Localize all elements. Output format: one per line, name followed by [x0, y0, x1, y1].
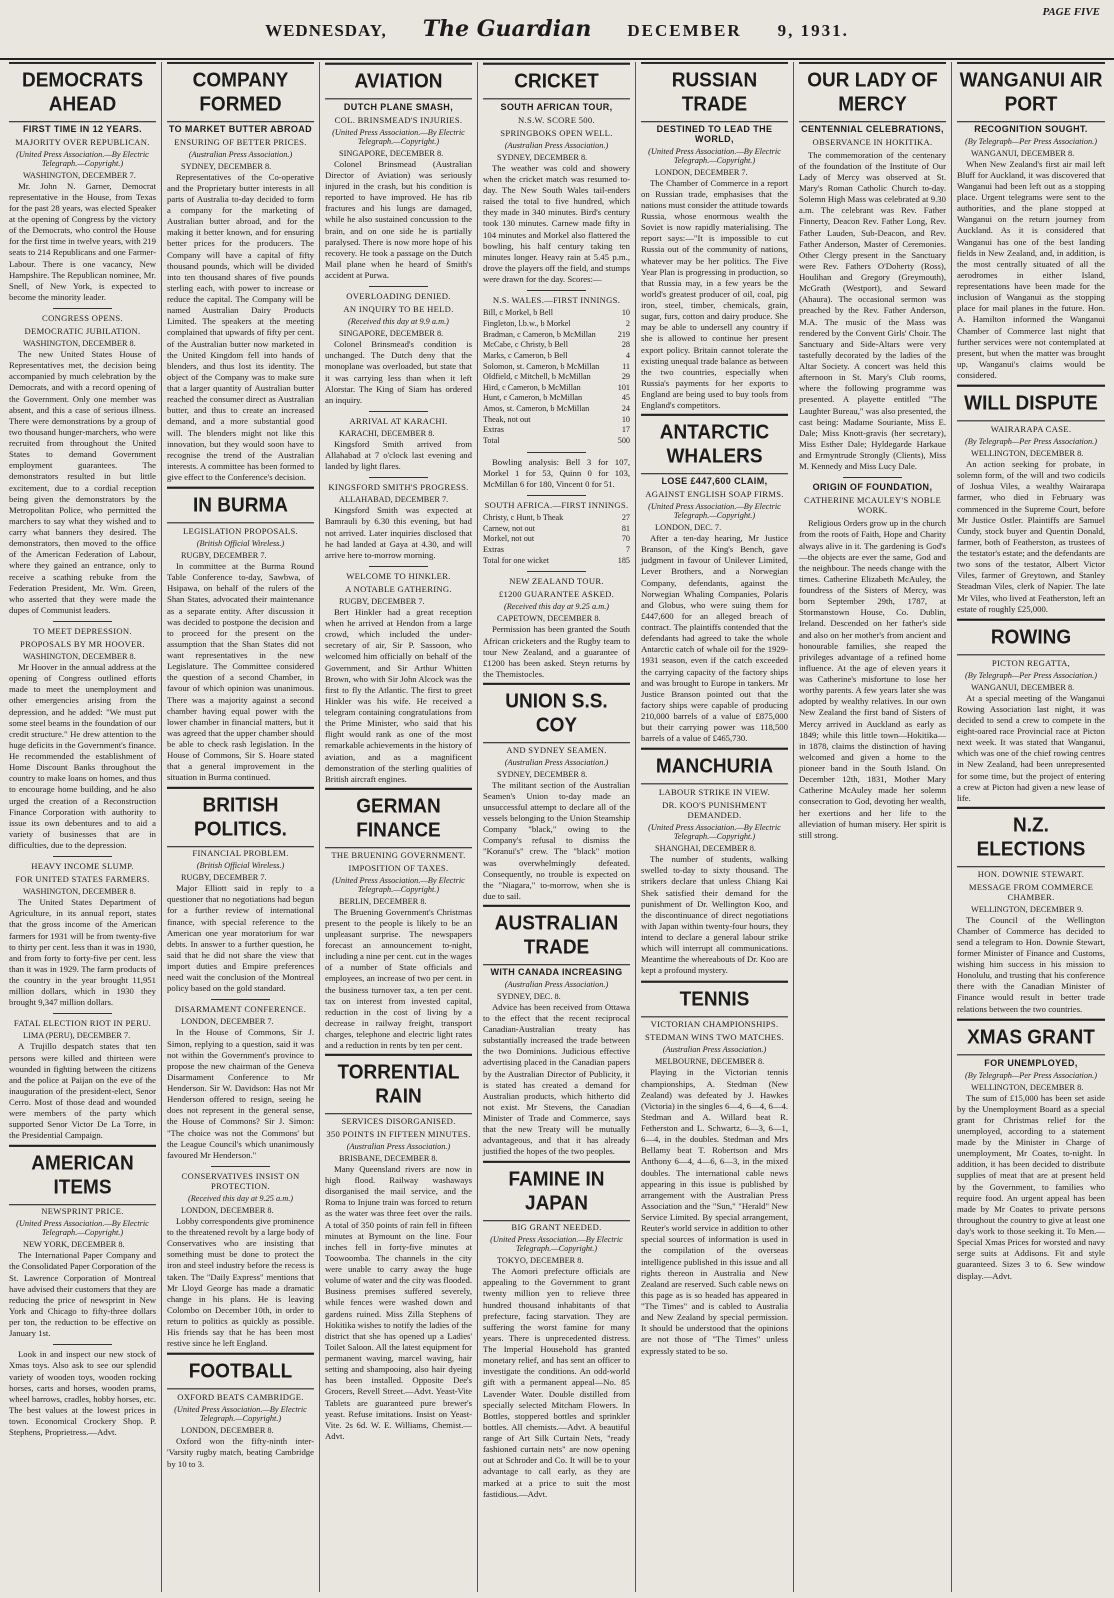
subheading: THE BRUENING GOVERNMENT. [331, 849, 466, 860]
subheading: AN INQUIRY TO BE HELD. [343, 304, 454, 315]
article [641, 416, 788, 744]
dateline: LONDON, DECEMBER 8. [181, 1205, 274, 1215]
dateline: LONDON, DECEMBER 8. [181, 1426, 274, 1436]
subheading: CENTENNIAL CELEBRATIONS, [801, 123, 944, 134]
subheading: CATHERINE MCAULEY'S NOBLE WORK. [804, 495, 941, 516]
article [957, 386, 1105, 615]
press-credit: (Received this day at 9.25 a.m.) [187, 1193, 294, 1203]
article-body: The Chamber of Commerce in a report on Russian trade, emphasises that the nations must consider the attitude towards Russia, whose enormous wealth the Soviet is now rapidly materialising. The report says:—"It is impossible to cut Russia out of the community of nations, whatever may be her politics. The Five Year Plan is progressing in production, so that Russia may, in a few years be the world's greatest producer of oil, coal, pig iron, steel, timber, chemicals, grain, sugar, furs, cotton and dairy produce. She may be able to undersell any country if she is allowed to continue her present export policy. Britain cannot tolerate the existing unequal trade balance as between the two countries, especially when Russia's payments for her exports to England are being used to buy tools from England's competitors. [641, 177, 788, 411]
runs: 2 [625, 318, 630, 328]
dateline: BERLIN, DECEMBER 8. [339, 896, 427, 906]
press-credit: (United Press Association.—By Electric Telegraph.—Copyright.) [332, 875, 465, 894]
batsman: Fingleton, l.b.w., b Morkel [483, 318, 571, 328]
subheading: N.S. WALES.—FIRST INNINGS. [492, 295, 621, 306]
subheading: MAJORITY OVER REPUBLICAN. [15, 136, 150, 147]
column-5 [636, 62, 794, 1592]
divider-rule [53, 856, 112, 857]
score-row [483, 556, 630, 567]
subheading: NEWSPRINT PRICE. [41, 1206, 124, 1217]
subheading: VICTORIAN CHAMPIONSHIPS. [650, 1019, 779, 1030]
article-body: An action seeking for probate, in solemn form, of the will and two codicils of Joshua Viles, a wealthy Wairarapa farmer, who died in February was commenced in the Supreme Court, before Mr Justice Ostler. Plaintiffs are Samuel Cundy, stock buyer and Quentin Donald, farmer, both of Featherston, as trustees of the testator's estate; and the defendants are two sons of the testator, Albert Victor Viles, farmer of Greytown, and Stanley Steadman Viles, clerk of Napier. The late Mr Viles, who lived at Featherston, left an estate of roughly £25,000. [957, 459, 1105, 614]
dateline: RUGBY, DECEMBER 7. [181, 873, 267, 883]
masthead-date: 9, 1931. [777, 21, 849, 40]
subheading: DESTINED TO LEAD THE WORLD, [656, 123, 773, 144]
article-body: After a ten-day hearing, Mr Justice Branson, of the King's Bench, gave judgment in favour of Unilever Limited, Lever Brothers, and a Norwegian Company, defendants, against the Norwegian Whaling Companies, Polaris and Globus, who were suing them for £447,600 for an alleged breach of contract. The plaintiffs contended that the defendants had agreed to take the whole Antarctic catch of whale oil for the 1929-1931 season, even if the catch exceeded the carrying capacity of the factory ships and was brought to Europe in tankers. Mr Justice Branson pointed out that the factory ships were capable of producing 210,000 barrels of a value of £875,000 but their carrying power was 118,500 barrels of a value of £465,730. [641, 533, 788, 744]
subheading: SERVICES DISORGANISED. [341, 1115, 456, 1126]
column-1 [4, 62, 162, 1592]
dateline: BRISBANE, DECEMBER 8. [339, 1153, 438, 1163]
batsman: Hird, c Cameron, b McMillan [483, 382, 581, 392]
subheading: CONGRESS OPENS. [42, 313, 123, 324]
headline: TENNIS [641, 980, 788, 1017]
article-body: Playing in the Victorian tennis championships, A. Stedman (New Zealand) was defeated by J. Hawkes (Victoria) in the singles 6—4, 6—4, 6—4. Stedman and A. Willard beat R. Fetherston and L. Schwartz, 6—3, 6—1, 6—4, in the doubles. Stedman and Mrs Bellamy beat T. Robertson and Mrs Anthony 6—4, 4—6, 6—3, in the mixed doubles. The international cable news appearing in this issue is published by arrangement with the Australian Press Association and the "Sun," "Herald" New Service Limited. By special arrangement, Reuter's world service in addition to other special sources of information is used in the compilation of the overseas intelligence published in this issue and all rights thereon in Australia and New Zealand are reserved. Such cable news on this page as is so headed has appeared in "The Times" and is cabled to Australia and New Zealand by special permission. It should be understood that the opinions are not those of "The Times" unless expressly stated to be so. [641, 1067, 788, 1356]
score-row [483, 513, 630, 524]
headline: IN BURMA [167, 487, 314, 524]
article [9, 64, 156, 303]
batsman: Bradman, c Cameron, b McMillan [483, 329, 596, 339]
press-credit: (Australian Press Association.) [504, 757, 609, 767]
dateline: WELLINGTON, DECEMBER 8. [971, 1082, 1084, 1092]
press-credit: (By Telegraph—Per Press Association.) [965, 437, 1097, 447]
press-credit: (Australian Press Association.) [504, 979, 609, 989]
headline: XMAS GRANT [957, 1018, 1105, 1055]
batsman: Carnew, not out [483, 523, 535, 533]
divider-rule [369, 286, 428, 287]
subheading: AND SYDNEY SEAMEN. [506, 744, 607, 755]
article [641, 749, 788, 976]
subheading: OBSERVANCE IN HOKITIKA. [812, 136, 933, 147]
subheading: SPRINGBOKS OPEN WELL. [500, 127, 613, 138]
subheading: PROPOSALS BY MR HOOVER. [19, 639, 145, 650]
column-3 [320, 62, 478, 1592]
headline: UNION S.S. COY [483, 683, 630, 743]
subheading: WITH CANADA INCREASING [490, 966, 623, 977]
score-row [483, 404, 630, 415]
dateline: NEW YORK, DECEMBER 8. [23, 1240, 125, 1250]
batsman: Hunt, c Cameron, b McMillan [483, 393, 583, 403]
dateline: SYDNEY, DECEMBER 8. [497, 769, 588, 779]
score-row [483, 319, 630, 330]
headline: DEMOCRATS AHEAD [9, 62, 156, 122]
divider-rule [53, 1344, 112, 1345]
dateline: SYDNEY, DEC. 8. [497, 991, 561, 1001]
article-body: The Bruening Government's Christmas present to the people is likely to be an unpleasant surprise. The newspapers forecast an announcement to-night, including a nine per cent. cut in the wages of a number of State officials and employees, an increase of two per cent. in the business turnover tax, a ten per cent. tax on interest from invested capital, reduction in the cost of living by a decrease in railway freight, transport charges, telephone and electric light rates and a reduction in rents by ten per cent. [325, 906, 472, 1051]
column-4 [478, 62, 636, 1592]
article [957, 620, 1105, 804]
article [325, 790, 472, 1051]
article [167, 1166, 314, 1350]
batsman: Total for one wicket [483, 555, 550, 565]
dateline: CAPETOWN, DECEMBER 8. [497, 614, 601, 624]
divider-rule [527, 452, 586, 453]
press-credit: (By Telegraph—Per Press Association.) [965, 136, 1097, 146]
headline: CRICKET [483, 63, 630, 100]
dateline: SYDNEY, DECEMBER 8. [497, 152, 588, 162]
score-row [483, 383, 630, 394]
article-body: The weather was cold and showery when the cricket match was resumed to-day. The New South Wales tail-enders raised the total to five hundred, which they made in 340 minutes. Bird's century took 130 minutes. Carnew made fifty in 104 minutes and Morkel also flattered the bowling, his half century taking ten minutes longer. Heavy rain at 5.45 p.m., drove the players off the field, and stumps were drawn for the day. Scores:— [483, 162, 630, 285]
divider-rule [527, 290, 586, 291]
article-body: Major Elliott said in reply to a questioner that no negotiations had begun for a further review of international finance, with special reference to the American one year moratorium for war debts. In answer to a further question, he said that he did not share the view that import duties and Empire preferences need wait the conclusion of the Montreal policy based on the gold standard. [167, 883, 314, 994]
press-credit: (Received this day at 9.25 a.m.) [503, 602, 610, 612]
dateline: SINGAPORE, DECEMBER 8. [339, 329, 444, 339]
article [325, 286, 472, 406]
dateline: LONDON, DEC. 7. [655, 523, 722, 532]
divider-rule [843, 477, 902, 478]
headline: MANCHURIA [641, 748, 788, 785]
divider-rule [369, 566, 428, 567]
article [483, 290, 630, 447]
subheading: RECOGNITION SOUGHT. [974, 123, 1088, 134]
divider-rule [527, 495, 586, 496]
article [9, 1147, 156, 1340]
runs: 45 [621, 393, 630, 403]
article-body: The militant section of the Australian Seamen's Union to-day made an unsuccessful attempt to declare all of the vessels belonging to the Union Steamship Company "black," owing to the Company's refusal to dismiss the "Koranui's" crew. The "black" motion was overwhelmingly defeated. Consequently, no trouble is expected on the "Niagara," to-morrow, when she is due to sail. [483, 779, 630, 901]
subheading: FOR UNEMPLOYED, [984, 1057, 1078, 1068]
batsman: McCabe, c Christy, b Bell [483, 340, 568, 350]
divider-rule [53, 1013, 112, 1014]
article-body: The commemoration of the centenary of the foundation of the Institute of Our Lady of Mercy was observed at St. Mary's Roman Catholic Church to-day. Solemn High Mass was celebrated at 9.30 a.m. The celebrant was Rev. Father Finnerty, Deacon Rev. Father Long, Rev. Father Lauden, Sub-Deacon, and Rev. Father Anderson, Master of Ceremonies. Other Clergy present in the Sanctuary were Rev. Fathers O'Doherty (Ross), Houlihan and Gregory (Greymouth), McGrath (Westport), and Seward (Ahaura). The occasional sermon was preached by the Rev. Father Anderson, M.A. The music of the Mass was rendered by the Convent Girls' Choir. The Sanctuary and Side-Altars were very tastefully decorated by the ladies of the Altar Society. A concert was held this afternoon in St. Mary's Club rooms, where the following programme was presented. A playette entitled "The Laughter Bureau," was also presented, the cast being: Madame Souriante, Miss E. Dale; Miss Knott-gravis (her secretary), Miss Esther Dale; Hyldegarde Harkaue and Ermyntrude Strongly (Clients), Miss M. Kennedy and Miss Lucy Dale. [799, 149, 946, 472]
press-credit: (Australian Press Association.) [346, 1141, 451, 1151]
article-body: When New Zealand's first air mail left Bluff for Auckland, it was discovered that Wanganui had been left out as a stopping place. Urgent telegrams were sent to the authorities, and the plane stopped at Wanganui on the return journey from Auckland. As it is considered that Wanganui has one of the best landing fields in New Zealand, and, in addition, is the most centrally situated of all the aerodromes in either Island, representations have been made for the inclusion of Wanganui as the stopping place for mail planes in the future. Hon. A. Hamilton informed the Wanganui Chamber of Commerce last night that further services were not contemplated at present, but when the matter was brought up, Wanganui's claims would be considered. [957, 158, 1105, 381]
article [9, 1013, 156, 1141]
scorecard [483, 308, 630, 447]
score-row [483, 524, 630, 535]
article-body: The Council of the Wellington Chamber of Commerce has decided to send a telegram to Hon. Downie Stewart, former Minister of Finance and Customs, wishing him success in his mission to Honolulu, and trusting that his conference there with the Canadian Minister of Finance would result in better trade relations between the two countries. [957, 914, 1105, 1014]
article [483, 495, 630, 566]
dateline: LONDON, DECEMBER 7. [655, 167, 748, 177]
runs: 500 [617, 436, 630, 446]
article [325, 411, 472, 472]
runs: 29 [621, 372, 630, 382]
column-7 [952, 62, 1110, 1592]
article-body: In the House of Commons, Sir J. Simon, replying to a question, said it was not within the Government's province to propose the new chairman of the Geneva Disarmament Conference to Mr Henderson. Sir W. Davidson: Has not Mr Henderson offered to resign, seeing he does not represent in the general sense, the House of Commons? Sir J. Simon: "The choice was not the Commons' but the League Council's which unanimously favoured Mr Henderson." [167, 1027, 314, 1160]
article-body: At a special meeting of the Wanganui Rowing Association last night, it was decided to send a crew to compete in the eight-oared race Provincial race at Picton next week. It was stated that Wanganui, which was one of the chief rowing centres in New Zealand, had been unrepresented for some time, but the project of entering a crew at Picton had given a new lease of life. [957, 692, 1105, 803]
dateline: WELLINGTON, DECEMBER 8. [971, 449, 1084, 459]
article [483, 452, 630, 490]
subheading: TO MARKET BUTTER ABROAD [168, 123, 313, 134]
article-body: Mr Hoover in the annual address at the opening of Congress outlined efforts made to meet the unemployment and other emergencies arising from the depression, and he added: "We must put some steel beams in the foundation of our credit structure." He drew attention to the huge deficits in the Government's finance. He recommended the establishment of Home Discount Banks throughout the country to make loans on homes, and thus to encourage home building, and he also urged the creation of a Reconstruction Finance Corporation with authority to issue its own debentures and to aid a variety of businesses that are in difficulties, due to the depression. [9, 662, 156, 851]
article-body: Many Queensland rivers are now in high flood. Railway washaways disorganised the mail service, and the Roma to Injune train was forced to return as the water was three feet over the rails. A total of 350 points of rain fell in fifteen minutes at Bymount on the line. Four inches fell in forty-five minutes at Toowoomba. The channels in the city were unable to carry away the huge volume of water and the city was flooded. Business premises suffered severely, while fences were washed down and gardens ruined. Miss Zilla Stephens of Hokitika wishes to notify the ladies of the district that she has opened up a Ladies' Toilet Saloon. All the latest equipment for permanent waving, marcel waving, hair setting and shampooing, also hair dyeing has been installed. Opposite Dee's Grocers, Revell Street.—Advt. Yeast-Vite Tablets are guaranteed pure brewer's yeast. Refuse imitations. Insist on Yeast-Vite. 2s 6d. W. E. Williams, Chemist.—Advt. [325, 1163, 472, 1441]
article [957, 809, 1105, 1015]
batsman: Extras [483, 425, 504, 435]
article [325, 64, 472, 281]
subheading: DISARMAMENT CONFERENCE. [174, 1004, 307, 1015]
score-row [483, 330, 630, 341]
headline: WILL DISPUTE [957, 385, 1105, 422]
runs: 4 [625, 350, 630, 360]
page-number: PAGE FIVE [1042, 6, 1100, 18]
article [957, 64, 1105, 381]
runs: 10 [621, 414, 630, 424]
dateline: WASHINGTON, DECEMBER 7. [23, 170, 136, 180]
score-row [483, 340, 630, 351]
divider-rule [53, 621, 112, 622]
divider-rule [527, 571, 586, 572]
article-body: Religious Orders grow up in the church from the roots of Faith, Hope and Charity always alive in it. The gardening is God's—the objects are ever the same, God and the neighbour. The needs change with the times. Catherine Elizabeth McAuley, the foundress of the Sisters of Mercy, was born September 29th, 1787, at Stormanstown House, Co. Dublin, Ireland. Descended on her father's side and also on her mother's from ancient and honourable families, she reaped the privileges advantage of a refined home influence. At the age of eleven years it was Catherine's misfortune to lose her worthy parents. A few years later she was adopted by wealthy relatives. In our own New Zealand the first band of Sisters of Mercy arrived in Auckland as early as 1849; while this little town—Hokitika—in 1878, claims the distinction of having welcomed and given a home to the pioneer band in the South Island. On December 12th, 1831, Mother Mary Catherine McAuley made her solemn consecration to God, devoting her wealth, her exertions and her life to the alleviation of human misery. Her spirit is still strong. [799, 518, 946, 840]
article-body: Look in and inspect our new stock of Xmas toys. Also ask to see our splendid variety of wooden toys, wooden rocking horses, carts and horses, wooden prams, wheel barrows, cradles, hobby horses, etc. The best values at the lowest prices in town. Economical Crockery Shop. P. Stephens, Proprietress.—Advt. [9, 1349, 156, 1438]
article [483, 907, 630, 1157]
subheading: SOUTH AFRICAN TOUR, [500, 101, 613, 112]
press-credit: (United Press Association.—By Electric Telegraph.—Copyright.) [16, 1219, 149, 1238]
subheading: HON. DOWNIE STEWART. [977, 868, 1085, 879]
article [325, 566, 472, 785]
batsman: Amos, st. Cameron, b McMillan [483, 404, 590, 414]
press-credit: (British Official Wireless.) [196, 539, 285, 549]
headline: COMPANY FORMED [167, 62, 314, 122]
subheading: LOSE £447,600 CLAIM, [661, 476, 768, 486]
press-credit: (United Press Association.—By Electric Telegraph.—Copyright.) [490, 1235, 623, 1254]
score-row [483, 362, 630, 373]
score-row [483, 308, 630, 319]
press-credit: (United Press Association.—By Electric Telegraph.—Copyright.) [648, 502, 781, 520]
batsman: Total [483, 436, 500, 446]
runs: 219 [617, 329, 630, 339]
dateline: SINGAPORE, DECEMBER 8. [339, 148, 444, 158]
subheading: 350 POINTS IN FIFTEEN MINUTES. [326, 1128, 471, 1139]
subheading: MESSAGE FROM COMMERCE CHAMBER. [968, 881, 1094, 902]
subheading: DEMOCRATIC JUBILATION. [24, 326, 141, 337]
score-row [483, 351, 630, 362]
headline: RUSSIAN TRADE [641, 62, 788, 122]
subheading: FATAL ELECTION RIOT IN PERU. [13, 1018, 152, 1029]
dateline: RUGBY, DECEMBER 7. [339, 596, 425, 606]
masthead-title: The Guardian [422, 16, 592, 42]
subheading: WAIRARAPA CASE. [990, 424, 1072, 435]
subheading: SOUTH AFRICA.—FIRST INNINGS. [484, 500, 629, 511]
article [483, 571, 630, 680]
dateline: WASHINGTON, DECEMBER 8. [23, 339, 136, 349]
masthead-day: WEDNESDAY, [265, 21, 387, 40]
headline: TORRENTIAL RAIN [325, 1054, 472, 1114]
masthead-line [265, 16, 849, 42]
headline: FAMINE IN JAPAN [483, 1160, 630, 1220]
runs: 10 [621, 308, 630, 318]
press-credit: (Australian Press Association.) [188, 149, 293, 159]
article [799, 64, 946, 472]
press-credit: (United Press Association.—By Electric Telegraph.—Copyright.) [174, 1405, 307, 1424]
score-row [483, 534, 630, 545]
divider-rule [369, 477, 428, 478]
column-2 [162, 62, 320, 1592]
press-credit: (By Telegraph—Per Press Association.) [965, 670, 1097, 680]
article-body: Mr. John N. Garner, Democrat representative in the House, from Texas for the past 28 years, was elected Speaker at the opening of Congress by the victory of the Democrats, who control the House for the first time in twelve years, with 219 seats to 214 Republicans and one Farmer-Labour. There is one vacancy, New Hampshire. The Republican nominee, Mr. Snell, of New York, is expected to become the minority leader. [9, 180, 156, 302]
press-credit: (United Press Association.—By Electric Telegraph.—Copyright.) [648, 823, 781, 842]
dateline: WANGANUI, DECEMBER 8. [971, 682, 1075, 692]
subheading: LABOUR STRIKE IN VIEW. [658, 787, 771, 798]
divider-rule [369, 411, 428, 412]
article-body: The Aomori prefecture officials are appealing to the Government to grant twenty million yen to relieve three hundred thousand inhabitants of that prefecture, facing starvation. They are suffering the worst famine for many years. There is unprecedented distress. The Imperial Household has granted monetary relief, and has sent an officer to investigate the conditions. An odd-world gift with a permanent appeal—No. 85 Lavender Water. Double distilled from specially selected Mitcham Flowers. In Bottles, stoppered bottles and sprinkler bottles. All chemists.—Advt. A beautiful range of Art Silk Curtain Nets, "ready fashioned curtain nets" are now opening out at Schroder and Co. It will be to your advantage to call early, as they are marked at a price to suit the most fastidious.—Advt. [483, 1266, 630, 1499]
score-row [483, 545, 630, 556]
batsman: Oldfield, c Mitchell, b McMillan [483, 372, 591, 382]
article [167, 1354, 314, 1469]
subheading: A NOTABLE GATHERING. [345, 583, 452, 594]
subheading: KINGSFORD SMITH'S PROGRESS. [328, 482, 469, 493]
subheading: ORIGIN OF FOUNDATION, [812, 482, 933, 493]
dateline: MELBOURNE, DECEMBER 8. [655, 1057, 765, 1067]
article-body: Representatives of the Co-operative and the Proprietary butter interests in all parts of Australia to-day decided to form a company for the marketing of Australian butter abroad, and for the making it better known, and for ensuring better prices for the producers. The Company will have a capital of fifty thousand pounds, which will be divided into ten thousand shares of five pounds sterling each, with power to increase or reduce the capital. The Company will be named Australian Dairy Products Limited. The speakers at the meeting complained that upwards of fifty per cent. of the Australian butter now marketed in the United Kingdom fell into hands of blenders, and thus lost its identity. The object of the Company was to make sure that a larger quantity of Australian butter reached the consumer direct as Australian butter, and thus to create an increased demand, and a more substantial good will. The blenders might not like this innovation, but they would soon have to recognise the trend of the Australian interests. A committee has been formed to give effect to the Conference's decision. [167, 171, 314, 483]
divider-rule [53, 308, 112, 309]
article-body: The new United States House of Representatives met, the decision being accompanied by much celebration by the Democrats, and with a record opening of the Government. Only one member was absent, and this a case of serious illness. There were demonstrations by a group of two thousand hunger-marchers, who were recruited from throughout the United States to demand Government employment guarantees. The demonstrators resulted in but little excitement, due to a cordial reception being given the demonstrators by the Metropolitan Police, who permitted the marchers to say what they wished and to carry what banners they desired. The demonstrators, then moved to the office of the American Federation of Labour, where they gained an entrance, only to receive a scathing rebuke from the Federation President, Mr. Wm. Green, who asserted that they were made the dupes of Communist leaders. [9, 349, 156, 615]
press-credit: (United Press Association.—By Electric Telegraph.—Copyright.) [648, 146, 781, 165]
score-row [483, 415, 630, 426]
headline: AVIATION [325, 63, 472, 100]
dateline: TOKYO, DECEMBER 8. [497, 1256, 584, 1266]
headline: AMERICAN ITEMS [9, 1144, 156, 1204]
subheading: TO MEET DEPRESSION. [33, 626, 132, 637]
article [9, 1344, 156, 1438]
subheading: AGAINST ENGLISH SOAP FIRMS. [645, 489, 784, 499]
article [167, 64, 314, 483]
dateline: SYDNEY, DECEMBER 8. [181, 161, 272, 171]
dateline: RUGBY, DECEMBER 7. [181, 551, 267, 561]
runs: 7 [625, 545, 630, 555]
press-credit: (Australian Press Association.) [504, 140, 609, 150]
columns [4, 62, 1110, 1592]
press-credit: (By Telegraph—Per Press Association.) [965, 1070, 1097, 1080]
batsman: Theak, not out [483, 414, 531, 424]
dateline: WASHINGTON, DECEMBER 8. [23, 652, 136, 662]
press-credit: (United Press Association.—By Electric Telegraph.—Copyright.) [16, 149, 149, 168]
runs: 81 [621, 523, 630, 533]
scorecard [483, 513, 630, 566]
score-row [483, 436, 630, 447]
runs: 27 [621, 513, 630, 523]
batsman: Extras [483, 545, 504, 555]
headline: FOOTBALL [167, 1353, 314, 1390]
article-body: The sum of £15,000 has been set aside by the Unemployment Board as a special grant for Christmas relief for the unemployed, according to a statement made by the Minister in Charge of unemployment, Mr Coates, to-night. In addition, it has been decided to distribute supplies of meat that are at present held by the Government, to families who require food. An urgent appeal has been made by Mr Coates to private persons throughout the country to give at least one day's work to those seeking it. To Men.—Special Xmas Prices for worsted and navy serge suits at Addisons. Fit and style guaranteed. Sizes 3 to 6. Sew window display.—Advt. [957, 1092, 1105, 1281]
divider-rule [211, 1166, 270, 1167]
dateline: KARACHI, DECEMBER 8. [339, 428, 435, 438]
article-body: The United States Department of Agriculture, in its annual report, states that the gross income of the American farmers for 1931 will be from twenty-five to thirty per cent. less than it was in 1930, and from forty to forty-five per cent. less than it was in 1929. The farm products of the country in the year brought 11,951 million dollars, which in 1930 they brought 9,347 million dollars. [9, 897, 156, 1008]
dateline: WELLINGTON, DECEMBER 9. [971, 904, 1084, 914]
headline: WANGANUI AIR PORT [957, 62, 1105, 122]
headline: GERMAN FINANCE [325, 788, 472, 848]
subheading: ENSURING OF BETTER PRICES. [174, 136, 307, 147]
article-body: Kingsford Smith was expected at Bamrauli by 6.30 this evening, but had not arrived. Later inquiries disclosed that he had landed at Gaya at 4.30, and will arrive here to-morrow morning. [325, 505, 472, 560]
subheading: STEDMAN WINS TWO MATCHES. [645, 1032, 784, 1043]
subheading: IMPOSITION OF TAXES. [348, 862, 449, 873]
dateline: LIMA (PERU), DECEMBER 7. [23, 1031, 131, 1041]
batsman: Morkel, not out [483, 534, 535, 544]
subheading: FIRST TIME IN 12 YEARS. [22, 123, 143, 134]
article [799, 477, 946, 841]
subheading: BIG GRANT NEEDED. [511, 1222, 602, 1233]
batsman: Marks, c Cameron, b Bell [483, 350, 568, 360]
divider-rule [211, 999, 270, 1000]
press-credit: (British Official Wireless.) [196, 861, 285, 871]
article-body: Bowling analysis: Bell 3 for 107, Morkel 1 for 53, Quinn 0 for 103, McMillan 6 for 180, Vincent 0 for 51. [483, 456, 630, 489]
article [483, 64, 630, 285]
subheading: CONSERVATIVES INSIST ON PROTECTION. [181, 1170, 300, 1191]
article-body: In committee at the Burma Round Table Conference to-day, Sawbwa, of Hsipawa, on behalf of the rulers of the Shan States, advocated their maintenance as a separate entity. After discussion it was decided to postpone the decision and to proceed for the present on the assumption that the Shan States did not want representatives in the new Legislature. The Committee considered the question of a second Chamber, in favour of which opinion was unanimous. There was a majority against a second chamber having equal power with the lower chamber in financial matters, but it was agreed that the upper chamber should be able to check rash legislation. In the House of Commons, Sir S. Hoare stated that a general improvement in the situation in Burma continued. [167, 561, 314, 783]
subheading: DR. KOO'S PUNISHMENT DEMANDED. [662, 800, 767, 821]
article [641, 64, 788, 411]
dateline: ALLAHABAD, DECEMBER 7. [339, 495, 449, 505]
dateline: WASHINGTON, DECEMBER 8. [23, 887, 136, 897]
batsman: Solomon, st. Cameron, b McMillan [483, 361, 600, 371]
subheading: WELCOME TO HINKLER. [346, 570, 451, 581]
article-body: Kingsford Smith arrived from Allahabad at 7 o'clock last evening and landed by light flares. [325, 438, 472, 472]
score-row [483, 393, 630, 404]
article-body: Permission has been granted the South African cricketers and the Rugby team to tour New Zealand, and a guarantee of £1200 has been asked. Steyn returns by the Themistocles. [483, 624, 630, 679]
subheading: FINANCIAL PROBLEM. [192, 848, 289, 859]
article [167, 789, 314, 995]
runs: 185 [617, 555, 630, 565]
article-body: A Trujillo despatch states that ten persons were killed and thirteen were wounded in fighting between the citizens and the police at Paijan on the eve of the inauguration of the president-elect, Senor Cerro. Most of those dead and wounded were members of the party which supported Senor Victor De La Torre, in the Presidential Campaign. [9, 1041, 156, 1141]
article [483, 685, 630, 902]
article-body: Colonel Brinsmead (Australian Director of Aviation) was seriously injured in the crash, but his condition is reported to have improved. He has rib fractures and his lungs are damaged, while he also sustained concussion to the brain, and on one side he is partially paralysed. There is now more hope of his recovery. He took a passage on the Dutch Mail plane when he heard of Smith's accident at Purwa. [325, 158, 472, 281]
article-body: Bert Hinkler had a great reception when he arrived at Hendon from a large crowd, which included the under-secretary of air, Sir P. Sassoon, who welcomed him officially on behalf of the Government, and Sir Arthur Whitten Brown, who with Sir John Alcock was the first to fly the Atlantic. The first to greet Hinkler was his wife. He received a telegram containing congratulations from the Prime Minister, who said that his flight would rank as one of the most remarkable achievements in the history of aviation, and as a magnificent demonstration of the sterling qualities of British aircraft engines. [325, 606, 472, 784]
headline: BRITISH POLITICS. [167, 786, 314, 846]
subheading: NEW ZEALAND TOUR. [509, 576, 604, 587]
headline: N.Z. ELECTIONS [957, 807, 1105, 867]
subheading: LEGISLATION PROPOSALS. [183, 526, 298, 537]
subheading: ARRIVAL AT KARACHI. [349, 415, 448, 426]
press-credit: (United Press Association.—By Electric Telegraph.—Copyright.) [332, 127, 465, 146]
runs: 24 [621, 404, 630, 414]
batsman: Bill, c Morkel, b Bell [483, 308, 554, 318]
article-body: Colonel Brinsmead's condition is unchanged. The Dutch deny that the monoplane was overloaded, but state that it was carrying less than when it left Alorstar. The King of Siam has ordered an inquiry. [325, 339, 472, 405]
dateline: LONDON, DECEMBER 7. [181, 1017, 274, 1027]
masthead-month: DECEMBER [627, 21, 742, 40]
subheading: DUTCH PLANE SMASH, [343, 101, 454, 112]
headline: AUSTRALIAN TRADE [483, 905, 630, 965]
article [957, 1020, 1105, 1282]
subheading: OVERLOADING DENIED. [346, 291, 451, 302]
masthead [0, 0, 1114, 60]
column-6 [794, 62, 952, 1592]
subheading: HEAVY INCOME SLUMP. [31, 861, 134, 872]
runs: 101 [617, 382, 630, 392]
score-row [483, 372, 630, 383]
press-credit: (Received this day at 9.9 a.m.) [348, 317, 449, 327]
headline: ROWING [957, 618, 1105, 655]
article [9, 856, 156, 1008]
article-body: Lobby correspondents give prominence to the threatened revolt by a large body of Conservatives who are insisting that something must be done to protect the iron and steel industry before the recess is taken. The "Daily Express" mentions that Mr Lloyd George has made a dramatic change in his plans. He is leaving Colombo on December 10th, in order to return to politics as quickly as possible. His friends say that he has been most restive since he left England. [167, 1215, 314, 1349]
runs: 11 [622, 361, 630, 371]
article-body: The number of students, walking swelled to-day to sixty thousand. The strikers declare that unless Chiang Kai Shek satisfied their demand for the punishment of Dr. Wellington Koo, and the discontinuance of direct negotiations with Japan within twenty-four hours, they intend to declare a general labour strike which will interrupt all communications. Meantime the whereabouts of Dr. Koo are kept a profound mystery. [641, 854, 788, 976]
article-body: The International Paper Company and the Consolidated Paper Corporation of the St. Lawrence Corporation of Montreal have advised their customers that they are reducing the price of newsprint in New York and Chicago to fifty-three dollars per ton, the reduction to be effective on January 1st. [9, 1250, 156, 1339]
batsman: Christy, c Hunt, b Theak [483, 513, 564, 523]
article [9, 308, 156, 616]
subheading: FOR UNITED STATES FARMERS. [15, 874, 150, 885]
dateline: SHANGHAI, DECEMBER 8. [655, 844, 756, 854]
article [167, 999, 314, 1161]
article [9, 621, 156, 851]
subheading: N.S.W. SCORE 500. [518, 114, 595, 125]
score-row [483, 425, 630, 436]
headline: OUR LADY OF MERCY [799, 62, 946, 122]
article-body: Oxford won the fifty-ninth inter-'Varsity rugby match, beating Cambridge by 10 to 3. [167, 1436, 314, 1469]
runs: 17 [621, 425, 630, 435]
subheading: £1200 GUARANTEE ASKED. [498, 589, 615, 600]
article-body: Advice has been received from Ottawa to the effect that the recent reciprocal Canadian-Australian treaty has substantially increased the trade between the two Dominions. Judicious effective advertising placed in the Canadian papers by the Australian Director of Publicity, it is stated has created a demand for Australian products, which hitherto did not exist. Mr Stevens, the Canadian Minister of Trade and Commerce, says that the new Treaty will be mutually advantageous, and that it has already justified the hopes of the two peoples. [483, 1001, 630, 1157]
subheading: COL. BRINSMEAD'S INJURIES. [334, 114, 463, 125]
headline: ANTARCTIC WHALERS [641, 414, 788, 474]
article [325, 477, 472, 561]
article [167, 488, 314, 783]
dateline: WANGANUI, DECEMBER 8. [971, 148, 1075, 158]
article [325, 1056, 472, 1442]
runs: 70 [621, 534, 630, 544]
subheading: OXFORD BEATS CAMBRIDGE. [177, 1392, 304, 1403]
article [483, 1163, 630, 1500]
runs: 28 [621, 340, 630, 350]
article [641, 982, 788, 1357]
subheading: PICTON REGATTA, [991, 657, 1071, 668]
press-credit: (Australian Press Association.) [662, 1045, 767, 1055]
